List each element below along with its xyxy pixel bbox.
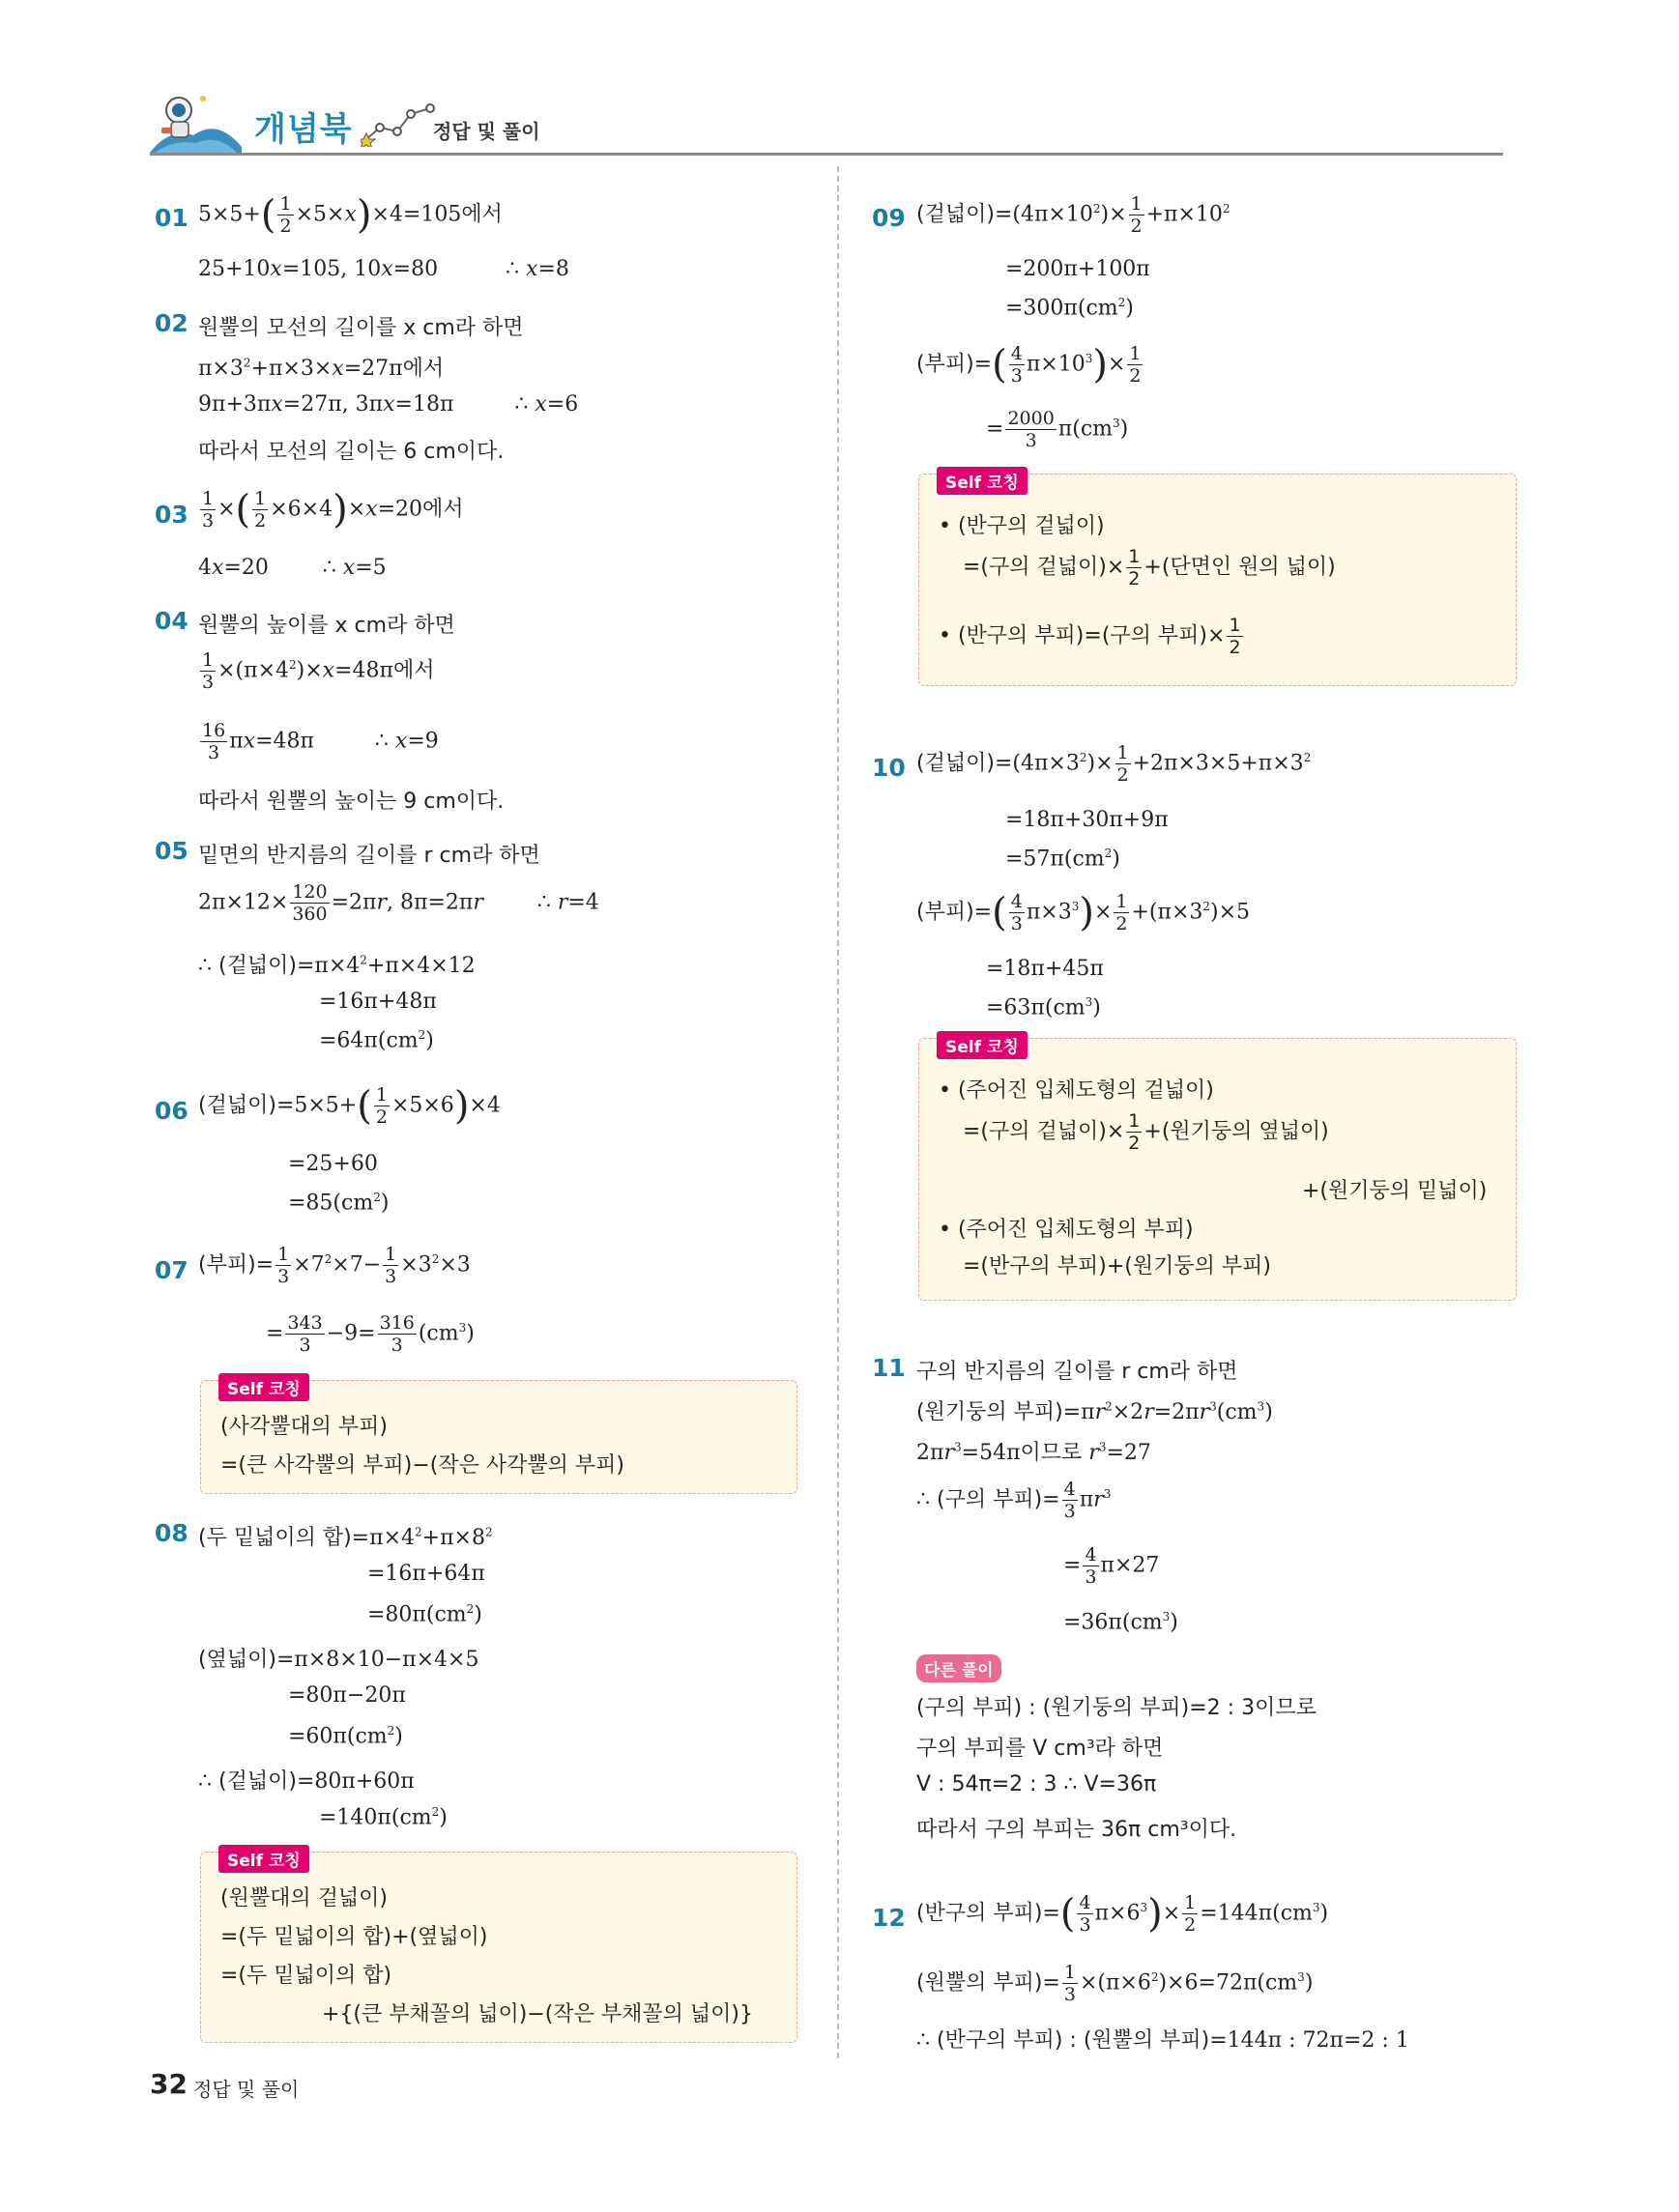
fraction: $\frac{1}{2}$ [1229, 615, 1241, 658]
equation-line: $=300\pi(cm^2)$ [1005, 296, 1134, 321]
text-line: 원뿔의 높이를 x cm라 하면 [198, 614, 455, 638]
equation-line: 2π×12× $\frac{120}{360}$ =2πr, 8π=2πr ∴ r=4 [198, 881, 599, 925]
problem-number: 07 [155, 1256, 188, 1284]
equation-line: (겉넓이)=5×5+( $\frac{1}{2}$ ×5×6)×4 [198, 1083, 501, 1129]
problem-number: 11 [872, 1354, 906, 1382]
equation-line: 25+10x=105, 10x=80 ∴ x=8 [198, 257, 569, 281]
text-line: 원뿔의 모선의 길이를 x cm라 하면 [198, 316, 524, 340]
equation-line: (겉넓이)$=(4\pi\times 10^2)\times$ $\frac{1}{2}$ $+\pi\times 10^2$ [916, 193, 1230, 237]
equation-line: $=63\pi(cm^3)$ [986, 995, 1101, 1020]
self-coaching-tag: Self 코칭 [937, 1031, 1028, 1059]
self-coaching-box [918, 1038, 1517, 1301]
coaching-line [963, 546, 1336, 589]
fraction: $\frac{1}{2}$ [1128, 546, 1141, 589]
problem-number: 01 [155, 204, 188, 232]
coaching-text: +(단면인 원의 넓이) [1143, 555, 1336, 580]
equation-line: =200π+100π [1005, 257, 1150, 281]
column-divider [837, 166, 839, 2058]
equation-line: (원뿔의 부피)= $\frac{1}{3}$ $\times(\pi\times 6^2)\times 6=72\pi(cm^3)$ [916, 1962, 1314, 2005]
problem-number: 06 [155, 1097, 188, 1125]
coaching-line: • (반구의 겉넓이) [939, 514, 1105, 538]
equation-line: $\frac{1}{3}$ ×( $\frac{1}{2}$ ×6×4)×x=20에서 [202, 487, 464, 532]
equation-line: =25+60 [288, 1152, 378, 1176]
coaching-line: (사각뿔대의 부피) [220, 1415, 388, 1439]
self-coaching-tag: Self 코칭 [218, 1845, 309, 1873]
alt-solution-tag: 다른 풀이 [916, 1654, 1001, 1682]
equation-line: $=57\pi(cm^2)$ [1005, 847, 1120, 872]
equation-line: = $\frac{2000}{3}$ $\pi(cm^3)$ [986, 408, 1129, 451]
equation-line: $\frac{1}{3}$ $\times(\pi\times 4^2)\times x=48\pi$에서 [202, 649, 435, 693]
equation-line: (부피)=( $\frac{4}{3}$ $\pi\times 10^3)\times$ $\frac{1}{2}$ [916, 342, 1142, 388]
problem-number: 09 [872, 204, 906, 232]
coaching-line [939, 615, 1245, 658]
text-line: 밑면의 반지름의 길이를 r cm라 하면 [198, 844, 540, 868]
equation-line: 4x=20 ∴ x=5 [198, 556, 387, 580]
text-line: 구의 반지름의 길이를 r cm라 하면 [916, 1360, 1238, 1384]
coaching-text: =(구의 겉넓이)× [963, 1119, 1125, 1144]
equation-line: =80π−20π [288, 1683, 406, 1708]
equation-line: (겉넓이)$=(4\pi\times 3^2)\times$ $\frac{1}{2}$ $+2\pi\times 3\times 5+\pi\times 3^2$ [916, 742, 1312, 786]
self-coaching-box [918, 474, 1517, 686]
constellation-icon [361, 101, 438, 147]
coaching-line: +(원기둥의 밑넓이) [1302, 1179, 1488, 1203]
equation-line: ∴ (겉넓이)=80π+60π [198, 1769, 415, 1794]
brand-title: 개념북 [254, 110, 353, 149]
equation-line: =16π+48π [319, 990, 437, 1014]
alt-line: V : 54π=2 : 3 ∴ V=36π [916, 1772, 1157, 1796]
problem-number: 03 [155, 501, 188, 529]
page-number: 32 [150, 2068, 188, 2100]
equation-line: ∴ (구의 부피)= $\frac{4}{3}$ $\pi r^3$ [916, 1479, 1112, 1522]
equation-line: (옆넓이)=π×8×10−π×4×5 [198, 1648, 479, 1672]
problem-number: 02 [155, 309, 188, 337]
equation-line: 9π+3πx=27π, 3πx=18π ∴ x=6 [198, 392, 579, 417]
coaching-line: =(큰 사각뿔의 부피)−(작은 사각뿔의 부피) [220, 1453, 624, 1478]
equation-line: $2\pi r^3=54\pi$이므로 $r^3=27$ [916, 1440, 1151, 1465]
coaching-line: =(반구의 부피)+(원기둥의 부피) [963, 1254, 1271, 1278]
problem-number: 12 [872, 1904, 906, 1932]
equation-line: $=64\pi(cm^2)$ [319, 1028, 434, 1053]
text-line: 따라서 원뿔의 높이는 9 cm이다. [198, 790, 505, 814]
problem-number: 10 [872, 754, 906, 782]
self-coaching-box [200, 1852, 797, 2043]
header-rule [150, 153, 1503, 156]
fraction: $\frac{1}{2}$ [1128, 1110, 1141, 1154]
equation-line: $\pi\times 3^2+\pi\times 3\times x=27\pi$에서 [198, 356, 445, 381]
equation-line: = $\frac{343}{3}$ −9= $\frac{316}{3}$ $(cm^3)$ [266, 1312, 475, 1356]
alt-line: (구의 부피) : (원기둥의 부피)=2 : 3이므로 [916, 1696, 1317, 1720]
page-header [150, 89, 1503, 157]
equation-line: ∴ (반구의 부피) : (원뿔의 부피)=144π : 72π=2 : 1 [916, 2028, 1409, 2053]
self-coaching-box [200, 1380, 797, 1494]
equation-line: $=85(cm^2)$ [288, 1191, 390, 1216]
equation-line: (반구의 부피)=( $\frac{4}{3}$ $\pi\times 6^3)\times$ $\frac{1}{2}$ $=144\pi(cm^3)$ [916, 1891, 1329, 1937]
header-subtitle: 정답 및 풀이 [433, 120, 540, 143]
coaching-text: =(구의 겉넓이)× [963, 555, 1125, 580]
self-coaching-tag: Self 코칭 [937, 467, 1028, 495]
equation-line: $\frac{16}{3}$ πx=48π ∴ x=9 [202, 720, 439, 763]
self-coaching-tag: Self 코칭 [218, 1373, 309, 1401]
coaching-line: +{(큰 부채꼴의 넓이)−(작은 부채꼴의 넓이)} [322, 2002, 753, 2026]
coaching-line: =(두 밑넓이의 합)+(옆넓이) [220, 1925, 488, 1949]
footer-label: 정답 및 풀이 [193, 2078, 300, 2101]
equation-line: $=80\pi(cm^2)$ [367, 1602, 482, 1627]
coaching-line: • (주어진 입체도형의 부피) [939, 1218, 1194, 1242]
equation-line: (원기둥의 부피)$=\pi r^2\times 2r=2\pi r^3(cm^3)$ [916, 1399, 1273, 1424]
equation-line: = $\frac{4}{3}$ π×27 [1063, 1544, 1160, 1588]
equation-line: (두 밑넓이의 합)$=\pi\times 4^2+\pi\times 8^2$ [198, 1525, 493, 1550]
problem-number: 05 [155, 837, 188, 865]
equation-line: 5×5+( $\frac{1}{2}$ ×5×x)×4=105에서 [198, 192, 503, 238]
alt-line: 구의 부피를 V cm³라 하면 [916, 1737, 1164, 1761]
text-line: 따라서 모선의 길이는 6 cm이다. [198, 440, 505, 464]
problem-number: 04 [155, 607, 188, 635]
coaching-text: +(원기둥의 옆넓이) [1143, 1119, 1329, 1144]
coaching-text: • (반구의 부피)=(구의 부피)× [939, 623, 1226, 648]
astronaut-mascot-icon [150, 89, 242, 153]
equation-line: (부피)=( $\frac{4}{3}$ $\pi\times 3^3)\times$ $\frac{1}{2}$ $+(\pi\times 3^2)\times 5$ [916, 890, 1251, 935]
coaching-line: (원뿔대의 겉넓이) [220, 1886, 388, 1910]
equation-line: (부피)= $\frac{1}{3}$ $\times 7^2\times 7-$ $\frac{1}{3}$ $\times 3^2\times 3$ [198, 1244, 471, 1287]
equation-line: $=36\pi(cm^3)$ [1063, 1610, 1178, 1635]
equation-line: $=140\pi(cm^2)$ [319, 1805, 448, 1830]
problem-number: 08 [155, 1519, 188, 1547]
coaching-line: • (주어진 입체도형의 겉넓이) [939, 1078, 1214, 1103]
coaching-line [963, 1110, 1329, 1154]
equation-line: =18π+30π+9π [1005, 808, 1169, 832]
alt-line: 따라서 구의 부피는 36π cm³이다. [916, 1818, 1237, 1842]
equation-line: =18π+45π [986, 957, 1104, 981]
equation-line: ∴ (겉넓이)$=\pi\times 4^2+\pi\times 4\times 12$ [198, 953, 476, 978]
equation-line: =16π+64π [367, 1562, 485, 1586]
equation-line: $=60\pi(cm^2)$ [288, 1724, 403, 1749]
coaching-line: =(두 밑넓이의 합) [220, 1964, 392, 1988]
